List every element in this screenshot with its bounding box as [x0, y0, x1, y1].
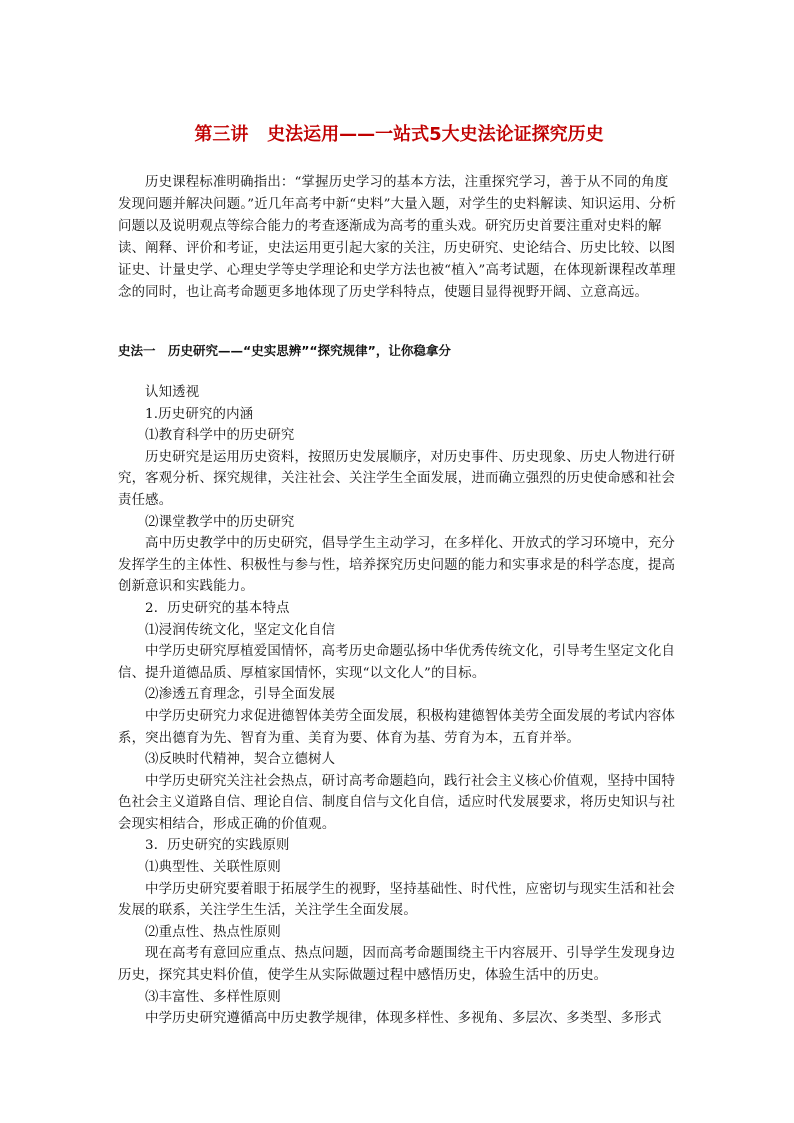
paragraph: 中学历史研究厚植爱国情怀，高考历史命题弘扬中华优秀传统文化，引导考生坚定文化自信、提升道德品质、厚植家国情怀，实现“以文化人”的目标。	[118, 644, 676, 681]
subpoint-heading: ⑶丰富性、多样性原则	[145, 989, 281, 1005]
paragraph: 高中历史教学中的历史研究，倡导学生主动学习，在多样化、开放式的学习环境中，充分发挥学生的主体性、积极性与参与性，培养探究历史问题的能力和实事求是的科学态度，提高创新意识和实践能力。	[118, 536, 676, 595]
section-heading: 史法一 历史研究——“史实思辨”“探究规律”，让你稳拿分	[118, 343, 451, 358]
title-main: 史法运用——一站式5大史法论证探究历史	[267, 124, 604, 145]
paragraph: 中学历史研究要着眼于拓展学生的视野，坚持基础性、时代性，应密切与现实生活和社会发展的联系，关注学生生活，关注学生全面发展。	[118, 881, 676, 919]
intro-paragraph: 历史课程标准明确指出：“掌握历史学习的基本方法，注重探究学习，善于从不同的角度发现问题并解决问题。”近几年高考中新“史料”大量入题，对学生的史料解读、知识运用、分析问题以及说明观点等综合能力的考查逐渐成为高考的重头戏。研究历史首要注重对史料的解读、阐释、评价和考证，史法运用更引起大家的关注，历史研究、史论结合、历史比较、以图证史、计量史学、心理史学等史学理论和史学方法也被“植入”高考试题，在体现新课程改革理念的同时，也让高考命题更多地体现了历史学科特点，使题目显得视野开阔、立意高远。	[118, 175, 677, 300]
point-heading: 2．历史研究的基本特点	[145, 600, 290, 616]
subpoint-heading: ⑵渗透五育理念，引导全面发展	[145, 687, 336, 703]
page-title	[118, 122, 680, 148]
paragraph: 中学历史研究力求促进德智体美劳全面发展，积极构建德智体美劳全面发展的考试内容体系，突出德育为先、智育为重、美育为要、体育为基、劳育为本，五育并举。	[118, 708, 676, 746]
paragraph: 中学历史研究关注社会热点，研讨高考命题趋向，践行社会主义核心价值观，坚持中国特色社会主义道路自信、理论自信、制度自信与文化自信，适应时代发展要求，将历史知识与社会现实相结合，形成正确的价值观。	[118, 773, 676, 832]
subpoint-heading: ⑴教育科学中的历史研究	[145, 428, 295, 444]
paragraph: 历史研究是运用历史资料，按照历史发展顺序，对历史事件、历史现象、历史人物进行研究，客观分析、探究规律，关注社会、关注学生全面发展，进而确立强烈的历史使命感和社会责任感。	[118, 449, 676, 508]
subpoint-heading: ⑴典型性、关联性原则	[145, 860, 281, 876]
title-lecture-number: 第三讲	[194, 124, 249, 145]
subpoint-heading: ⑵重点性、热点性原则	[145, 924, 281, 940]
subpoint-heading: ⑵课堂教学中的历史研究	[145, 514, 295, 530]
point-heading: 1.历史研究的内涵	[145, 406, 254, 422]
subpoint-heading: ⑴浸润传统文化，坚定文化自信	[145, 622, 336, 638]
subpoint-heading: ⑶反映时代精神，契合立德树人	[145, 752, 336, 768]
point-heading: 3．历史研究的实践原则	[145, 838, 290, 854]
section-body	[118, 382, 680, 1030]
paragraph: 现在高考有意回应重点、热点问题，因而高考命题围绕主干内容展开、引导学生发现身边历史，探究其史料价值，使学生从实际做题过程中感悟历史，体验生活中的历史。	[118, 946, 676, 984]
paragraph: 中学历史研究遵循高中历史教学规律，体现多样性、多视角、多层次、多类型、多形式	[145, 1011, 662, 1027]
subheading-cognition: 认知透视	[145, 385, 200, 400]
